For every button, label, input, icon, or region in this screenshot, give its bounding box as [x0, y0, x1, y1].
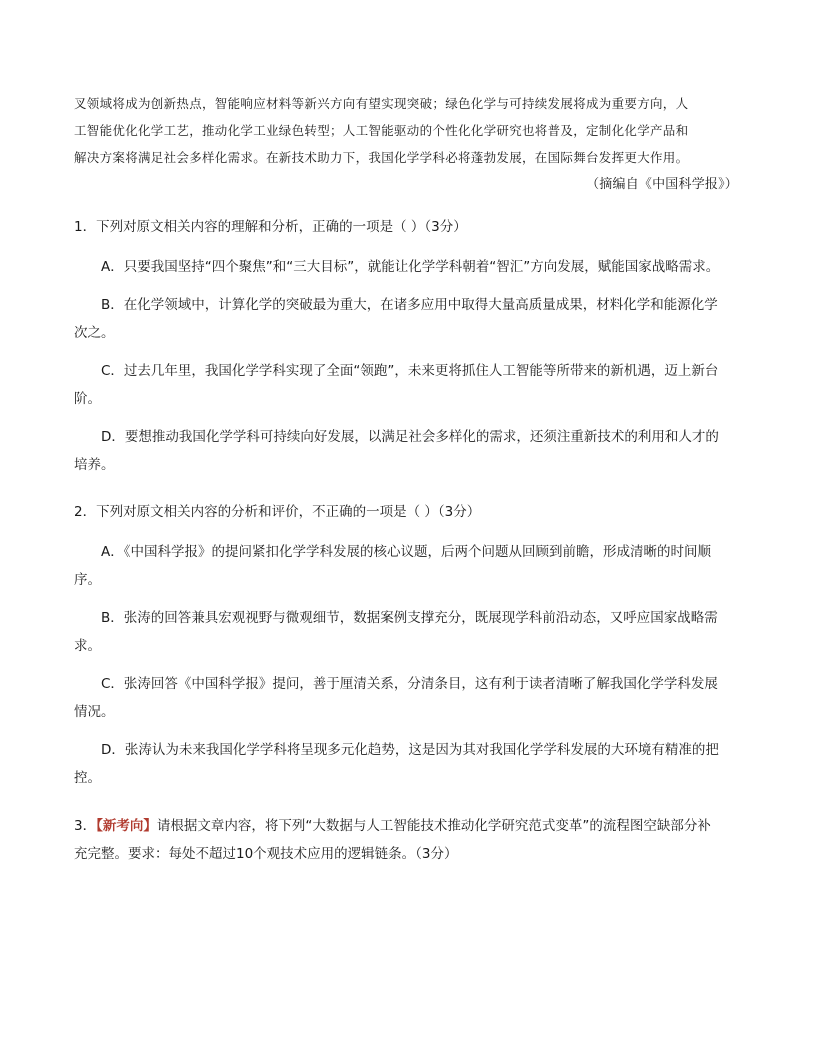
intro-line: 工智能优化化学工艺，推动化学工业绿色转型；人工智能驱动的个性化化学研究也将普及，定制化化学产品和: [74, 123, 689, 138]
question-2-option-d: D．张涛认为未来我国化学学科将呈现多元化趋势，这是因为其对我国化学学科发展的大环境有精准的把 控。: [74, 742, 719, 786]
question-2-option-b: B．张涛的回答兼具宏观视野与微观细节，数据案例支撑充分，既展现学科前沿动态，又呼应国家战略需 求。: [74, 610, 718, 654]
intro-paragraph: [74, 90, 744, 171]
question-1-option-a: A．只要我国坚持“四个聚焦”和“三大目标”，就能让化学学科朝着“智汇”方向发展，赋能国家战略需求。: [101, 259, 720, 275]
intro-line: 叉领域将成为创新热点，智能响应材料等新兴方向有望实现突破；绿色化学与可持续发展将成为重要方向，人: [74, 96, 689, 111]
question-2-stem: 2．下列对原文相关内容的分析和评价，不正确的一项是（ ）（3分）: [74, 504, 481, 520]
question-1-option-b: B．在化学领域中，计算化学的突破最为重大，在诸多应用中取得大量高质量成果，材料化学和能源化学 次之。: [74, 297, 718, 341]
new-direction-tag: 【新考向】: [96, 818, 157, 834]
question-1-option-d: D．要想推动我国化学学科可持续向好发展，以满足社会多样化的需求，还须注重新技术的利用和人才的 培养。: [74, 429, 719, 473]
question-1-stem: 1．下列对原文相关内容的理解和分析，正确的一项是（ ）（3分）: [74, 219, 467, 235]
question-2-option-a: A．《中国科学报》的提问紧扣化学学科发展的核心议题，后两个问题从回顾到前瞻，形成清晰的时间顺 序。: [74, 544, 711, 588]
question-3-stem: 3．【新考向】请根据文章内容，将下列“大数据与人工智能技术推动化学研究范式变革”的流程图空缺部分补 充完整。要求：每处不超过10个观技术应用的逻辑链条。（3分）: [74, 818, 711, 862]
source-citation: （摘编自《中国科学报》）: [586, 177, 738, 192]
intro-line: 解决方案将满足社会多样化需求。在新技术助力下，我国化学学科必将蓬勃发展，在国际舞台发挥更大作用。: [74, 150, 689, 165]
question-2-option-c: C．张涛回答《中国科学报》提问，善于厘清关系，分清条目，这有利于读者清晰了解我国化学学科发展 情况。: [74, 676, 718, 720]
question-3: [74, 812, 744, 868]
question-2: [74, 498, 744, 792]
question-1-option-c: C．过去几年里，我国化学学科实现了全面“领跑”，未来更将抓住人工智能等所带来的新机遇，迈上新台 阶。: [74, 363, 719, 407]
question-1: [74, 213, 744, 479]
